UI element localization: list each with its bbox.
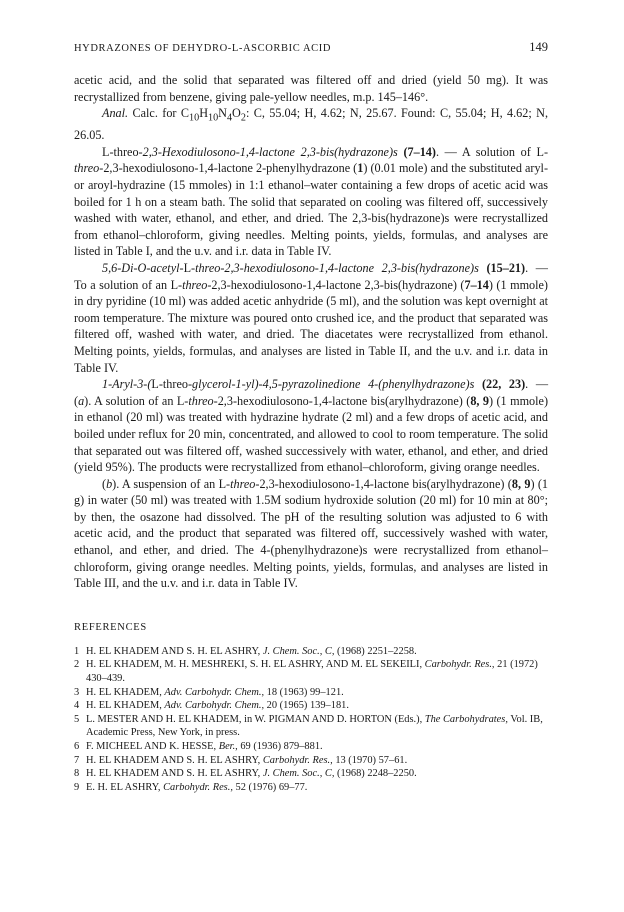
text-run: 7–14 (464, 277, 489, 292)
reference-item (74, 686, 548, 700)
text-run: Adv. Carbohydr. Chem., (164, 700, 265, 712)
reference-item (74, 781, 548, 795)
text-run: ) (1 mmole) in dry pyridine (10 ml) was added acetic anhydride (5 ml), and the solution was kept overnight at room temperature. The mixture was poured onto crushed ice, and the product that separated was filtered off, washed with water, and dried. The diacetates were recrystallized from ethanol. Melting points, yields, formulas, and analyses are listed in Table II, and the u.v. and i.r. data in Table IV. (74, 277, 548, 375)
text-run: (1968) 2248–2250. (334, 768, 417, 780)
text-run: 1 (357, 161, 364, 176)
paragraph (74, 144, 548, 260)
text-run: threo (230, 476, 256, 491)
text-run: H. EL KHADEM, M. H. MESHREKI, S. H. EL ASHRY, AND M. EL SEKEILI, (86, 659, 425, 671)
reference-number: 5 (74, 713, 80, 725)
page-number: 149 (529, 40, 548, 54)
reference-number: 4 (74, 700, 80, 712)
text-run: ) (1 mmole) in ethanol (20 ml) was treated with hydrazine hydrate (2 ml) and a few drops of acetic acid, and boiled under reflux for 20 min, concentrated, and allowed to cool to room temperature. The solid that separated out was filtered off, washed successively with water, ethanol, and ether, and dried (yield 95%). The products were recrystallized from ethanol–chloroform, giving orange needles. (74, 393, 549, 475)
text-run: The Carbohydrates, (424, 713, 508, 725)
text-run: 13 (1970) 57–61. (332, 754, 408, 766)
text-run: ). A solution of an L- (84, 393, 189, 408)
text-run: . — ( (74, 377, 548, 408)
reference-number: 9 (74, 781, 80, 793)
text-run: Carbohydr. Res., (262, 754, 333, 766)
reference-item (74, 645, 548, 659)
text-run: ). A suspension of an L- (112, 476, 231, 491)
reference-number: 1 (74, 645, 80, 657)
text-run: 69 (1936) 879–881. (237, 741, 323, 752)
text-run: (22, 23) (474, 377, 526, 392)
text-run: : C, 55.04; H, 4.62; N, 25.67. Found: C, 55.04; H, 4.62; N, 26.05. (74, 106, 548, 143)
text-run: threo-2,3-hexodiulosono-1,4-lactone 2,3-bis(hydrazone)s (195, 260, 479, 275)
references-list (74, 645, 548, 795)
text-run: 2,3-Hexodiulosono-1,4-lactone 2,3-bis(hydrazone)s (142, 144, 398, 159)
text-run: 10 (189, 112, 200, 124)
paragraph (74, 72, 548, 105)
text-run: b (106, 476, 113, 491)
text-run: threo (74, 161, 100, 176)
text-run: 21 (1972) 430–439. (86, 659, 538, 685)
text-run: 18 (1963) 99–121. (264, 686, 344, 698)
paragraph (74, 376, 548, 476)
text-run: -2,3-hexodiulosono-1,4-lactone bis(arylhydrazone) ( (255, 476, 512, 491)
reference-text (86, 754, 548, 768)
text-run: 1-Aryl-3-( (102, 377, 152, 392)
reference-item (74, 658, 548, 685)
text-run: L- (183, 260, 196, 275)
text-run: glycerol-1-yl)-4,5-pyrazolinedione 4-(phenylhydrazone)s (192, 377, 475, 392)
running-title: HYDRAZONES OF DEHYDRO-L-ASCORBIC ACID (74, 43, 332, 54)
text-run: ( (102, 476, 107, 491)
paragraph (74, 260, 548, 376)
reference-text (86, 699, 548, 713)
text-run: Calc. for C (128, 106, 190, 121)
reference-text (86, 645, 548, 659)
page (74, 40, 548, 794)
text-run: Vol. IB, Academic Press, New York, in press. (86, 713, 543, 739)
text-run: -2,3-hexodiulosono-1,4-lactone bis(arylhydrazone) ( (213, 393, 471, 408)
reference-text (86, 740, 548, 754)
text-run: J. Chem. Soc., C, (262, 645, 335, 657)
text-run: threo (182, 277, 208, 292)
text-run: H. EL KHADEM AND S. H. EL ASHRY, (86, 768, 263, 780)
text-run: ) (0.01 mole) and the substituted aryl- or aroyl-hydrazine (15 mmoles) in 1:1 ethanol–water containing a few drops of acetic acid was boiled for 1 h on a steam bath. The solid that separated on cooling was filtered off, successively washed with water, ethanol, and ether, and dried. The 2,3-bis(hydrazone)s were recrystallized from ethanol–chloroform, giving needles. Melting points, yields, formulas, and analyses are listed in Table I, and the u.v. and i.r. data in Table IV. (74, 161, 549, 259)
reference-number: 6 (74, 741, 80, 752)
reference-item (74, 740, 548, 754)
text-run: threo (188, 393, 214, 408)
text-run: 20 (1965) 139–181. (264, 700, 349, 712)
reference-text (86, 686, 548, 700)
references-heading: REFERENCES (74, 621, 147, 633)
reference-item (74, 754, 548, 768)
text-run: F. MICHEEL AND K. HESSE, (86, 741, 219, 752)
text-run: H. EL KHADEM AND S. H. EL ASHRY, (86, 754, 263, 766)
reference-text (86, 781, 548, 795)
text-run: 2 (240, 112, 246, 124)
page-header (74, 40, 548, 60)
text-run: a (78, 393, 85, 408)
text-run: 8, 9 (470, 393, 489, 408)
reference-item (74, 713, 548, 740)
text-run: 5,6-Di-O-acetyl- (102, 260, 184, 275)
text-run: L-threo- (102, 144, 143, 159)
text-run: ) (1 g) in water (50 ml) was treated with 1.5M sodium hydroxide solution (20 ml) for 10 min at 80°; by then, the osazone had dissolved. The pH of the resulting solution was adjusted to 6 with acetic acid, and the product that separated was filtered off, successively washed with water, ethanol, and ether, and dried. The 4-(phenylhydrazone)s were recrystallized from ethanol–chloroform, giving orange needles. Melting points, yields, formulas, and analyses are listed in Table III, and the u.v. and i.r. data in Table IV. (74, 476, 549, 591)
reference-number: 3 (74, 686, 80, 698)
text-run: E. H. EL ASHRY, (86, 781, 164, 793)
text-run: L-threo- (151, 377, 193, 392)
text-run: acetic acid, and the solid that separated was filtered off and dried (yield 50 mg). It was recrystallized from benzene, giving pale-yellow needles, m.p. 145–146°. (74, 73, 548, 104)
text-run: (15–21) (478, 260, 526, 275)
text-run: 52 (1976) 69–77. (232, 781, 308, 793)
text-run: -2,3-hexodiulosono-1,4-lactone 2-phenylhydrazone ( (99, 161, 358, 176)
text-run: H (199, 106, 208, 121)
text-run: . — A solution of L- (435, 144, 549, 159)
text-run: J. Chem. Soc., C, (262, 768, 335, 780)
text-run: Carbohydr. Res., (163, 781, 233, 793)
reference-number: 7 (74, 754, 80, 766)
text-run: H. EL KHADEM, (86, 700, 165, 712)
text-run: 4 (226, 112, 233, 124)
text-run: -2,3-hexodiulosono-1,4-lactone 2,3-bis(hydrazone) ( (207, 277, 465, 292)
reference-item (74, 699, 548, 713)
reference-text (86, 713, 548, 740)
text-run: 10 (208, 112, 219, 124)
text-run: L. MESTER AND H. EL KHADEM, in W. PIGMAN AND D. HORTON (Eds.), (86, 713, 425, 725)
text-run: Carbohydr. Res., (424, 659, 495, 671)
text-run: 8, 9 (511, 476, 531, 491)
text-run: N (218, 106, 227, 121)
paragraph (74, 476, 548, 592)
text-run: (7–14) (397, 144, 436, 159)
text-run: H. EL KHADEM AND S. H. EL ASHRY, (86, 645, 263, 657)
reference-text (86, 767, 548, 781)
text-run: . — To a solution of an L- (74, 260, 548, 292)
text-run: H. EL KHADEM, (86, 686, 165, 698)
reference-number: 8 (74, 768, 80, 780)
text-run: Ber., (218, 741, 238, 752)
article-body (74, 72, 548, 592)
paragraph (74, 105, 548, 144)
text-run: (1968) 2251–2258. (334, 645, 417, 657)
reference-text (86, 658, 548, 685)
reference-item (74, 767, 548, 781)
text-run: Anal. (102, 106, 129, 121)
text-run: O (232, 106, 241, 121)
reference-number: 2 (74, 659, 80, 671)
text-run: Adv. Carbohydr. Chem., (164, 686, 265, 698)
